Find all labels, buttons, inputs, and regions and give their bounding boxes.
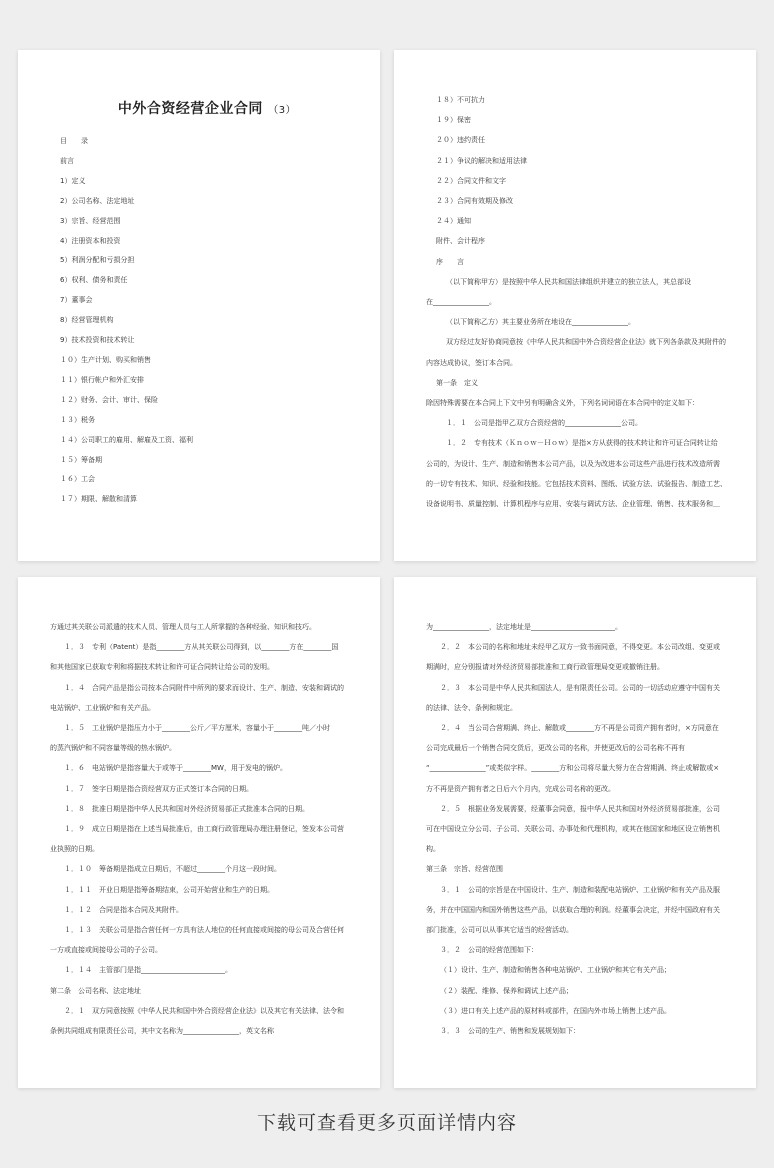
page2-line: １８）不可抗力: [436, 96, 485, 104]
page1-line: 6）权利、债务和责任: [60, 276, 128, 285]
page4-line: 的法律、法令、条例和规定。: [426, 703, 517, 712]
page4-line: ２．４ 当公司合营期满、终止、解散或________方不再是公司资产拥有者时，×方同意在: [440, 724, 719, 733]
page4-line: （１）设计、生产、制造和销售各种电站锅炉、工业锅炉和其它有关产品；: [440, 966, 671, 975]
page2-line: １９）保密: [436, 116, 471, 125]
page1-line: １４）公司职工的雇用、解雇及工资、福利: [60, 435, 193, 444]
page-4-body: [426, 617, 732, 1041]
page1-line: １７）期限、解散和清算: [60, 495, 137, 504]
page4-line: 构。: [426, 845, 440, 854]
page3-line: 和其他国家已获取专利和将据技术转让和许可证合同转让给公司的发明。: [50, 663, 274, 672]
page4-line: ３．２ 公司的经营范围如下：: [440, 946, 538, 955]
page-3: [18, 577, 380, 1088]
page1-line: 5）利润分配和亏损分担: [60, 256, 135, 265]
page4-line: 部门批准，公司可以从事其它适当的经营活动。: [426, 926, 573, 935]
page3-line: １．９ 成立日期是指在上述当局批准后，由工商行政管理局办理注册登记，签发本公司营: [64, 825, 344, 834]
page4-line: （３）进口有关上述产品的原材料或部件，在国内外市场上销售上述产品。: [440, 1006, 671, 1015]
page2-line: 内容达成协议，签订本合同。: [426, 358, 517, 367]
page2-line: （以下简称甲方）是按照中华人民共和国法律组织并建立的独立法人，其总部设: [446, 277, 691, 286]
title-text: 中外合资经营企业合同: [117, 101, 263, 117]
page4-line: ２．３ 本公司是中华人民共和国法人，是有限责任公司。公司的一切活动应遵守中国有关: [440, 683, 720, 692]
page1-line: １５）筹备期: [60, 455, 102, 464]
page3-line: １．１４ 主管部门是指________________________。: [64, 966, 232, 975]
page4-line: 第三条 宗旨、经营范围: [426, 865, 503, 874]
page4-line: （２）装配、维修、保养和调试上述产品；: [440, 986, 573, 995]
page1-line: 1）定义: [60, 176, 86, 185]
page3-line: １．６ 电站锅炉是指容量大于或等于________MW，用于发电的锅炉。: [64, 764, 287, 773]
page-3-body: [50, 617, 356, 1041]
page2-line: 的一切专有技术、知识、经验和技能。它包括技术资料、图纸、试验方法、试验报告、制造工艺、: [426, 479, 727, 488]
page2-line: 双方经过友好协商同意按《中华人民共和国中外合资经营企业法》就下列各条款及其附件的: [446, 338, 726, 347]
page3-line: １．１１ 开业日期是指筹备期结束，公司开始营业和生产的日期。: [64, 885, 274, 894]
page3-line: １．８ 批准日期是指中华人民共和国对外经济贸易部正式批准本合同的日期。: [64, 804, 309, 813]
page3-line: １．１０ 筹备期是指成立日期后，不超过________个月这一段时间。: [64, 865, 281, 874]
document-title: [60, 98, 354, 118]
page3-line: １．３ 专利（Patent）是指________方从其关联公司得到，以________方在________国: [64, 643, 339, 652]
page3-line: 的蒸汽锅炉和不同容量等级的热水锅炉。: [50, 744, 176, 753]
page2-line: 序 言: [436, 257, 464, 266]
page2-line: ２０）违约责任: [436, 136, 485, 145]
page-1: [18, 50, 380, 561]
page3-line: １．１３ 关联公司是指合营任何一方具有法人地位的任何直接或间接的母公司及合营任何: [64, 926, 344, 935]
page1-line: 前言: [60, 156, 74, 165]
page2-line: ２３）合同有效期及修改: [436, 197, 513, 206]
page1-line: １３）税务: [60, 415, 95, 424]
page-2-body: [426, 90, 732, 514]
download-more-note: 下载可查看更多页面详情内容: [256, 1112, 517, 1134]
page2-line: １．１ 公司是指甲乙双方合资经营的________________公司。: [446, 419, 642, 428]
page1-line: 3）宗旨、经营范围: [60, 216, 121, 225]
page1-line: １６）工会: [60, 475, 95, 484]
page2-line: 第一条 定义: [436, 378, 478, 387]
page2-line: （以下简称乙方）其主要业务所在地设在________________。: [446, 318, 635, 327]
page2-line: 在________________。: [426, 298, 496, 307]
page1-line: 2）公司名称、法定地址: [60, 196, 135, 205]
page2-line: 设备说明书、质量控制、计算机程序与应用、安装与调试方法、企业管理、销售、技术服务和＿: [426, 500, 720, 509]
page3-line: 业执照的日期。: [50, 845, 99, 854]
page3-line: 条例共同组成有限责任公司，其中文名称为________________，英文名称: [50, 1027, 274, 1036]
page4-line: 方不再是资产拥有者之日后六个月内，完成公司名称的更改。: [426, 784, 615, 793]
page2-line: ２４）通知: [436, 217, 471, 226]
page4-line: 可在中国设立分公司、子公司、关联公司、办事处和代理机构，或其在他国家和地区设立销售机: [426, 825, 720, 834]
page2-line: 附件、会计程序: [436, 237, 485, 246]
page1-line: 7）董事会: [60, 296, 93, 305]
page3-line: １．４ 合同产品是指公司按本合同附件中所列的要求而设计、生产、制造、安装和调试的: [64, 683, 344, 692]
page4-line: 公司完成最后一个销售合同交货后，更改公司的名称，并使更改后的公司名称不再有: [426, 744, 685, 753]
page3-line: １．１２ 合同是指本合同及其附件。: [64, 905, 183, 914]
page3-line: １．７ 签字日期是指合资经营双方正式签订本合同的日期。: [64, 784, 253, 793]
page-2: [394, 50, 756, 561]
page4-line: 务，并在中国国内和国外销售这些产品，以获取合理的利润。经董事会决定，并经中国政府有关: [426, 905, 720, 914]
toc-list: [60, 132, 354, 510]
page3-line: 电站锅炉、工业锅炉和有关产品。: [50, 703, 155, 712]
page2-line: 除因特殊需要在本合同上下文中另有明确含义外，下列名词词语在本合同中的定义如下：: [426, 399, 699, 408]
page4-line: ３．１ 公司的宗旨是在中国设计、生产、制造和装配电站锅炉、工业锅炉和有关产品及服: [440, 885, 720, 894]
page2-line: １．２ 专有技术（Ｋｎｏｗ－Ｈｏｗ）是指×方从获得的技术转让和许可证合同转让给: [446, 439, 718, 448]
page3-line: 第二条 公司名称、法定地址: [50, 986, 141, 995]
page4-line: ２．５ 根据业务发展需要，经董事会同意，报中华人民共和国对外经济贸易部批准，公司: [440, 804, 720, 813]
page4-line: 为________________，法定地址是________________________。: [426, 623, 622, 631]
page4-line: ３．３ 公司的生产、销售和发展规划如下：: [440, 1027, 580, 1036]
page4-line: ２．２ 本公司的名称和地址未经甲乙双方一致书面同意，不得变更。本公司改组、变更或: [440, 643, 720, 652]
page1-line: １２）财务、会计、审计、保险: [60, 395, 158, 404]
page2-line: ２１）争议的解决和适用法律: [436, 156, 527, 165]
page3-line: 方通过其关联公司派遣的技术人员、管理人员与工人所掌握的各种经验、知识和技巧。: [50, 623, 316, 631]
page4-line: “________________”或类似字样。________方和公司将尽量大努力在合营期满、终止或解散或×: [426, 764, 720, 773]
page3-line: ２．１ 双方同意按照《中华人民共和国中外合资经营企业法》以及其它有关法律、法令和: [64, 1006, 344, 1015]
page2-line: 公司的，为设计、生产、制造和销售本公司产品，以及为改进本公司这些产品进行技术改造所需: [426, 459, 720, 468]
page-4: [394, 577, 756, 1088]
page4-line: 期满时，应分别报请对外经济贸易部批准和工商行政管理局变更或撤销注册。: [426, 663, 664, 672]
page2-line: ２２）合同文件和文字: [436, 176, 506, 185]
page3-line: 一方或直接或间接母公司的子公司。: [50, 946, 162, 955]
title-suffix: （3）: [268, 105, 297, 116]
page3-line: １．５ 工业锅炉是指压力小于________公斤／平方厘米，容量小于________吨／小时: [64, 724, 330, 733]
page1-line: 9）技术投资和技术转让: [60, 336, 135, 345]
page1-line: 目 录: [60, 137, 88, 145]
page1-line: １０）生产计划、购买和销售: [60, 355, 151, 364]
page1-line: 4）注册资本和投资: [60, 236, 121, 245]
page1-line: 8）经营管理机构: [60, 316, 114, 325]
page1-line: １１）银行帐户和外汇安排: [60, 375, 144, 384]
